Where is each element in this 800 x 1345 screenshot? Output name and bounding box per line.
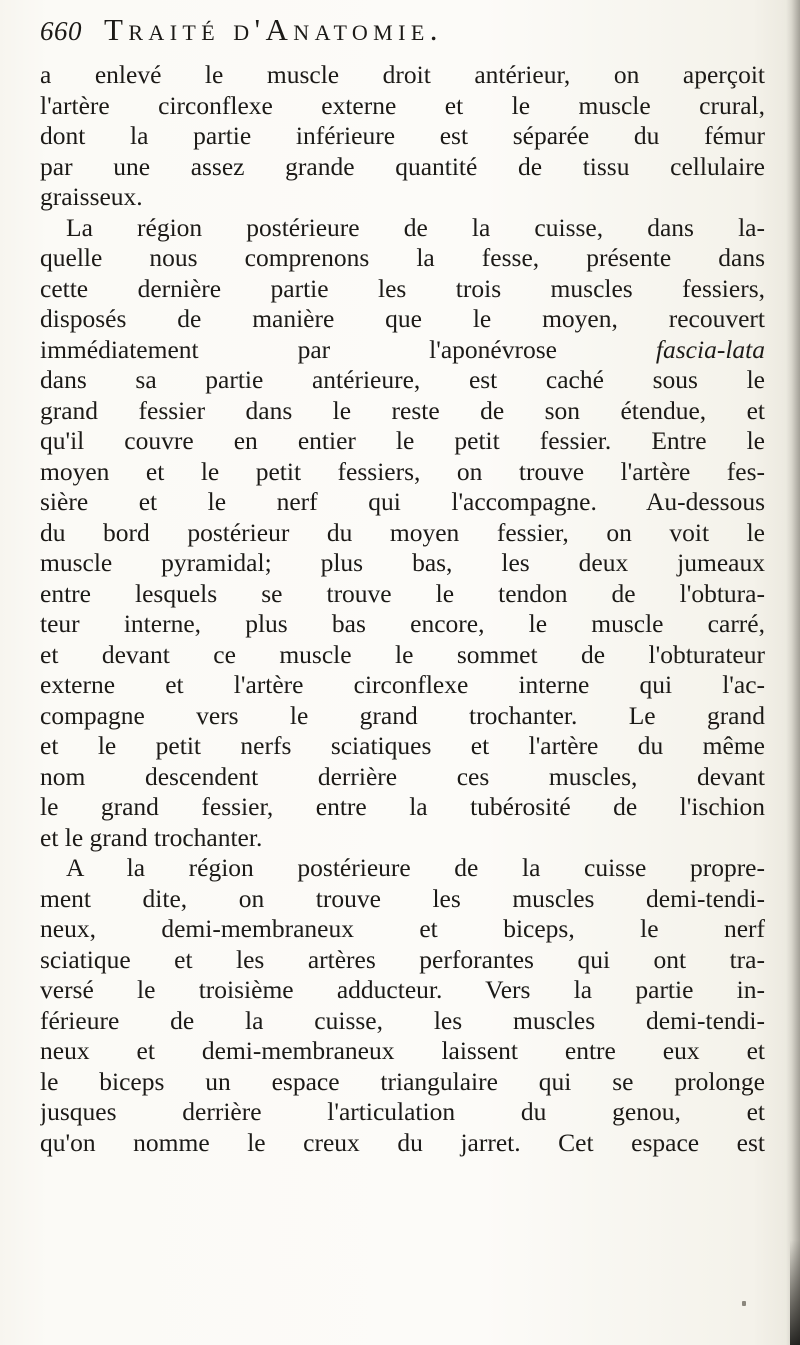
text-line: versé le troisième adducteur. Vers la partie in- <box>40 975 765 1004</box>
text-line: moyen et le petit fessiers, on trouve l'artère fes- <box>40 456 765 486</box>
text-line: compagne vers le grand trochanter. Le grand <box>40 700 765 730</box>
text-line: ment dite, on trouve les muscles demi-tendi- <box>40 883 765 913</box>
text-line: le grand fessier, entre la tubérosité de l'ischion <box>40 792 765 821</box>
running-title: Traité d'Anatomie. <box>104 12 443 47</box>
text-line-with-term <box>40 335 765 366</box>
text-line: nom descendent derrière ces muscles, devant <box>40 761 765 791</box>
italic-term: fascia-lata <box>655 334 765 364</box>
text-line: disposés de manière que le moyen, recouvert <box>40 304 765 333</box>
text-line: l'artère circonflexe externe et le muscle crural, <box>40 90 765 120</box>
page-edge-stain <box>790 1240 800 1345</box>
text-line: neux et demi-membraneux laissent entre eux et <box>40 1036 765 1065</box>
paragraph-start-line: La région postérieure de la cuisse, dans la- <box>66 212 765 242</box>
text-line: et le grand trochanter. <box>40 822 263 852</box>
text-line: et devant ce muscle le sommet de l'obturateur <box>40 639 765 669</box>
text-line: cette dernière partie les trois muscles fessiers, <box>40 273 765 303</box>
text-line: dont la partie inférieure est séparée du fémur <box>40 121 765 150</box>
text-line: dans sa partie antérieure, est caché sous le <box>40 365 765 394</box>
text-line: jusques derrière l'articulation du genou, et <box>40 1097 765 1126</box>
text-line: externe et l'artère circonflexe interne qui l'ac- <box>40 670 765 699</box>
ink-speck <box>742 1301 746 1306</box>
text-line: sière et le nerf qui l'accompagne. Au-dessous <box>40 487 765 516</box>
text-line: a enlevé le muscle droit antérieur, on aperçoit <box>40 60 765 89</box>
text-line: par une assez grande quantité de tissu cellulaire <box>40 151 765 181</box>
text-line: quelle nous comprenons la fesse, présente dans <box>40 243 765 272</box>
text-line: neux, demi-membraneux et biceps, le nerf <box>40 914 765 943</box>
text-line: entre lesquels se trouve le tendon de l'obtura- <box>40 578 765 608</box>
text-line: sciatique et les artères perforantes qui ont tra- <box>40 944 765 974</box>
page-edge-shadow <box>786 0 800 1345</box>
text-line: le biceps un espace triangulaire qui se prolonge <box>40 1066 765 1096</box>
text-line: qu'il couvre en entier le petit fessier. Entre le <box>40 426 765 455</box>
body-text <box>40 60 765 1158</box>
text-line: du bord postérieur du moyen fessier, on voit le <box>40 517 765 547</box>
text-line: qu'on nomme le creux du jarret. Cet espace est <box>40 1127 765 1157</box>
text-line: graisseux. <box>40 182 143 211</box>
text-line: teur interne, plus bas encore, le muscle carré, <box>40 609 765 638</box>
page-number: 660 <box>40 16 82 46</box>
running-head <box>40 6 760 50</box>
text-line: et le petit nerfs sciatiques et l'artère du même <box>40 731 765 760</box>
text-line: grand fessier dans le reste de son étendue, et <box>40 395 765 425</box>
text-line: férieure de la cuisse, les muscles demi-tendi- <box>40 1005 765 1035</box>
text-segment: immédiatement par l'aponévrose <box>40 334 656 364</box>
text-line: muscle pyramidal; plus bas, les deux jumeaux <box>40 548 765 577</box>
paragraph-start-line: A la région postérieure de la cuisse propre- <box>66 853 765 882</box>
